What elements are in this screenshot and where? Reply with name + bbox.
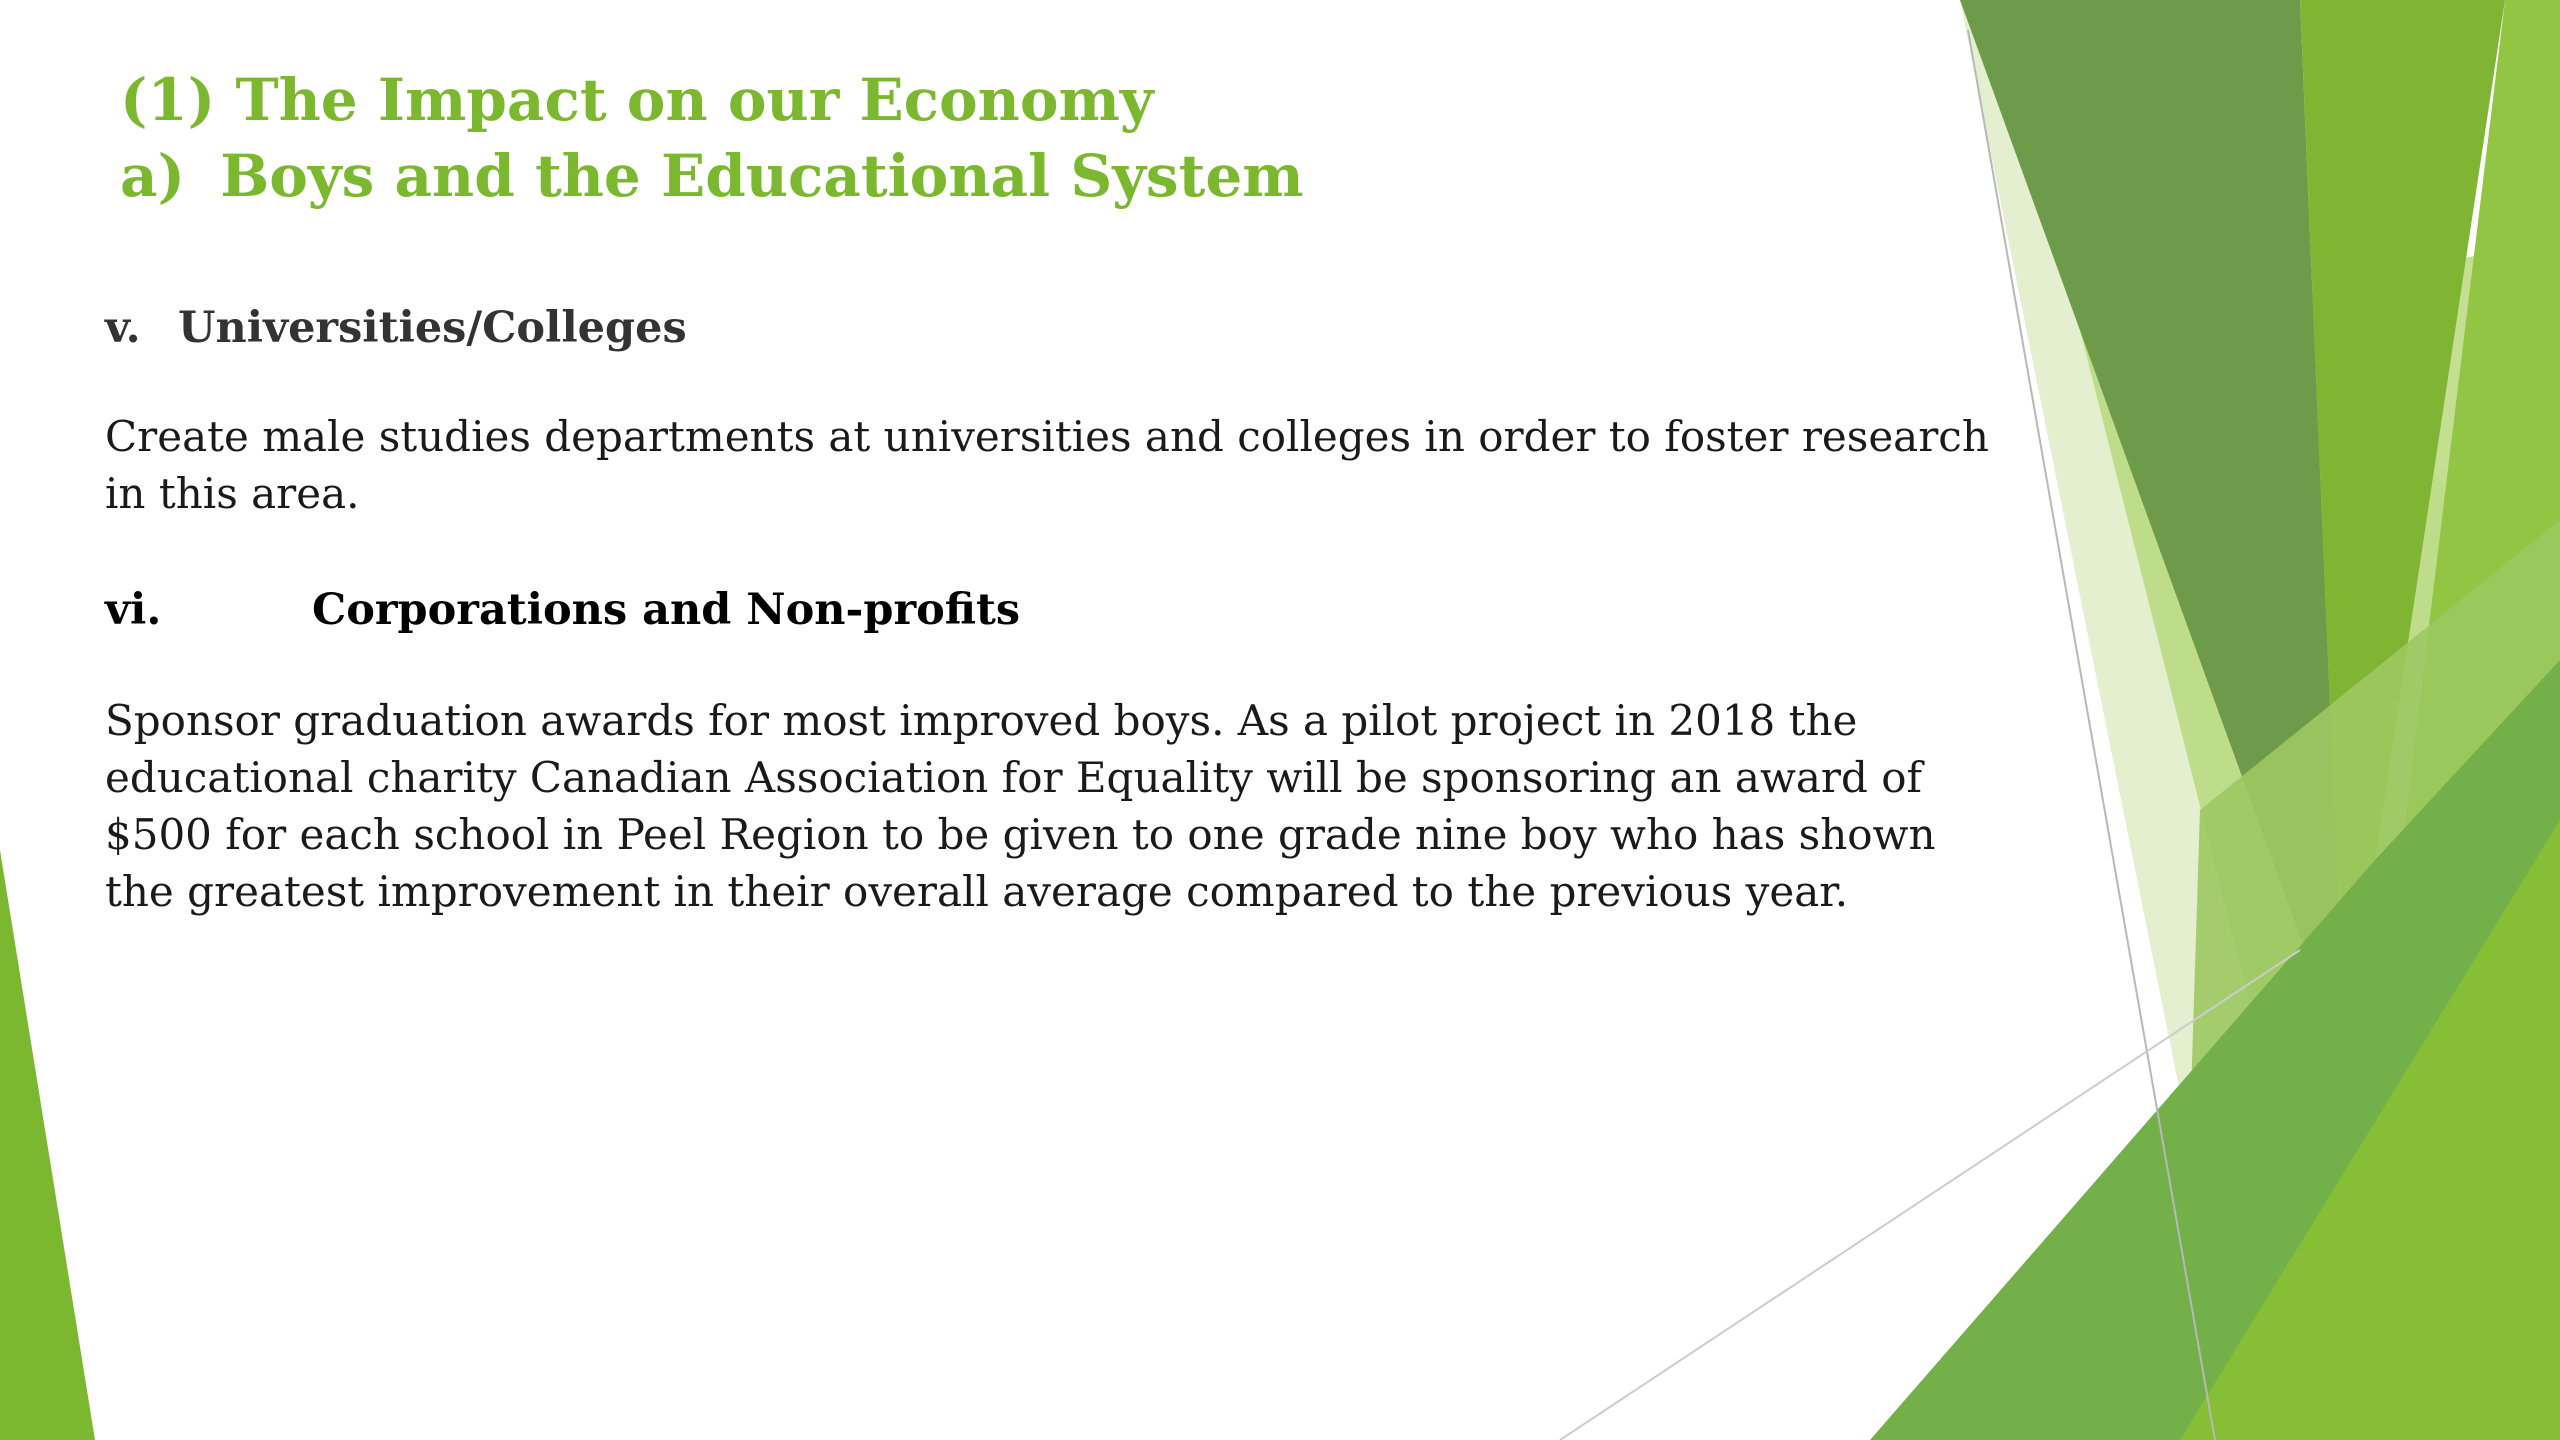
section-marker-vi: vi. [105,585,162,635]
section-body-corporations: Sponsor graduation awards for most improved boys. As a pilot project in 2018 the educational charity Canadian Association for Equality will be sponsoring an award of $500 for each school in Peel Region to be given to one grade nine boy who has shown the greatest improvement in their overall average compared to the previous year. [105,696,1936,916]
slide-title [120,62,1304,214]
section-heading-universities [105,298,2015,358]
title-line-2-marker: a) [120,142,186,210]
title-line-1-text: The Impact on our Economy [235,66,1154,134]
section-marker-v: v. [105,303,141,353]
title-line-2 [120,138,1304,214]
title-line-1-marker: (1) [120,66,216,134]
title-line-1 [120,62,1304,138]
left-green-triangle [0,850,95,1440]
slide-content [105,298,2015,920]
section-body-universities: Create male studies departments at universities and colleges in order to foster research in this area. [105,412,1989,518]
section-heading-text: Universities/Colleges [177,303,687,353]
title-line-2-text: Boys and the Educational System [220,142,1304,210]
section-heading-corporations [105,580,2015,640]
section-heading-text: Corporations and Non-profits [311,585,1021,635]
